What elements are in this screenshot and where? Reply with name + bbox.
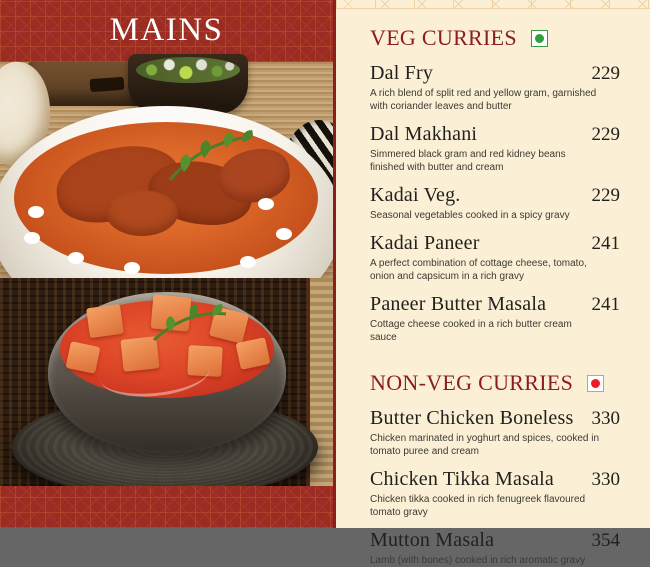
section-title: NON-VEG CURRIES xyxy=(370,370,574,395)
left-panel xyxy=(0,0,333,528)
item-description: Cottage cheese cooked in a rich butter cream sauce xyxy=(370,319,572,343)
coriander-garnish xyxy=(164,128,260,192)
item-price: 330 xyxy=(591,408,620,429)
top-ornament-border xyxy=(336,0,650,9)
menu-item-paneer-butter-masala xyxy=(370,293,620,344)
non-veg-indicator-icon xyxy=(587,375,604,392)
curry-gravy xyxy=(14,122,318,274)
menu-item-chicken-tikka-masala xyxy=(370,468,620,519)
menu-panel xyxy=(333,0,650,566)
item-name: Dal Fry xyxy=(370,62,434,84)
item-price: 354 xyxy=(591,530,620,551)
menu-item-dal-makhani xyxy=(370,123,620,174)
menu-item-dal-fry xyxy=(370,62,620,113)
non-veg-dot xyxy=(591,379,600,388)
item-price: 229 xyxy=(591,185,620,206)
item-description: Chicken tikka cooked in rich fenugreek flavoured tomato gravy xyxy=(370,494,586,518)
item-name: Kadai Paneer xyxy=(370,232,480,254)
paneer-cube xyxy=(236,337,271,370)
item-price: 229 xyxy=(591,124,620,145)
item-name: Mutton Masala xyxy=(370,529,495,551)
salad-bowl xyxy=(128,54,248,114)
item-description: A perfect combination of cottage cheese, tomato, onion and capsicum in a rich gravy xyxy=(370,258,587,282)
coriander-garnish xyxy=(146,296,236,348)
menu-item-mutton-masala xyxy=(370,529,620,567)
veg-indicator-icon xyxy=(531,30,548,47)
item-name: Kadai Veg. xyxy=(370,184,461,206)
item-price: 229 xyxy=(591,63,620,84)
section-header-non-veg xyxy=(370,372,620,394)
item-description: Lamb (with bones) cooked in rich aromatic gravy xyxy=(370,555,586,566)
item-name: Butter Chicken Boneless xyxy=(370,407,574,429)
menu-item-kadai-veg xyxy=(370,184,620,222)
item-price: 241 xyxy=(591,233,620,254)
paneer-cube xyxy=(66,341,101,374)
cream-dots xyxy=(28,206,44,218)
item-description: A rich blend of split red and yellow gram, garnished with coriander leaves and butter xyxy=(370,88,597,112)
page-title: MAINS xyxy=(109,12,224,48)
item-name: Dal Makhani xyxy=(370,123,478,145)
menu-item-kadai-paneer xyxy=(370,232,620,283)
footer-band xyxy=(0,486,333,528)
olive-bowl xyxy=(48,292,286,452)
item-name: Paneer Butter Masala xyxy=(370,293,547,315)
mains-header-band xyxy=(0,0,333,62)
veg-dot xyxy=(535,34,544,43)
item-price: 241 xyxy=(591,294,620,315)
section-header-veg xyxy=(370,27,620,49)
butter-chicken-photo xyxy=(0,62,333,278)
chicken-piece xyxy=(106,190,178,236)
cream-swirl xyxy=(98,346,212,401)
item-price: 330 xyxy=(591,469,620,490)
section-title: VEG CURRIES xyxy=(370,25,517,50)
item-description: Simmered black gram and red kidney beans finished with butter and cream xyxy=(370,149,566,173)
paneer-butter-masala-photo xyxy=(0,278,333,486)
item-description: Chicken marinated in yoghurt and spices, cooked in tomato puree and cream xyxy=(370,433,600,457)
paneer-cube xyxy=(86,304,124,338)
item-name: Chicken Tikka Masala xyxy=(370,468,554,490)
menu-item-butter-chicken-boneless xyxy=(370,407,620,458)
red-gravy xyxy=(60,300,274,398)
item-description: Seasonal vegetables cooked in a spicy gravy xyxy=(370,210,570,221)
